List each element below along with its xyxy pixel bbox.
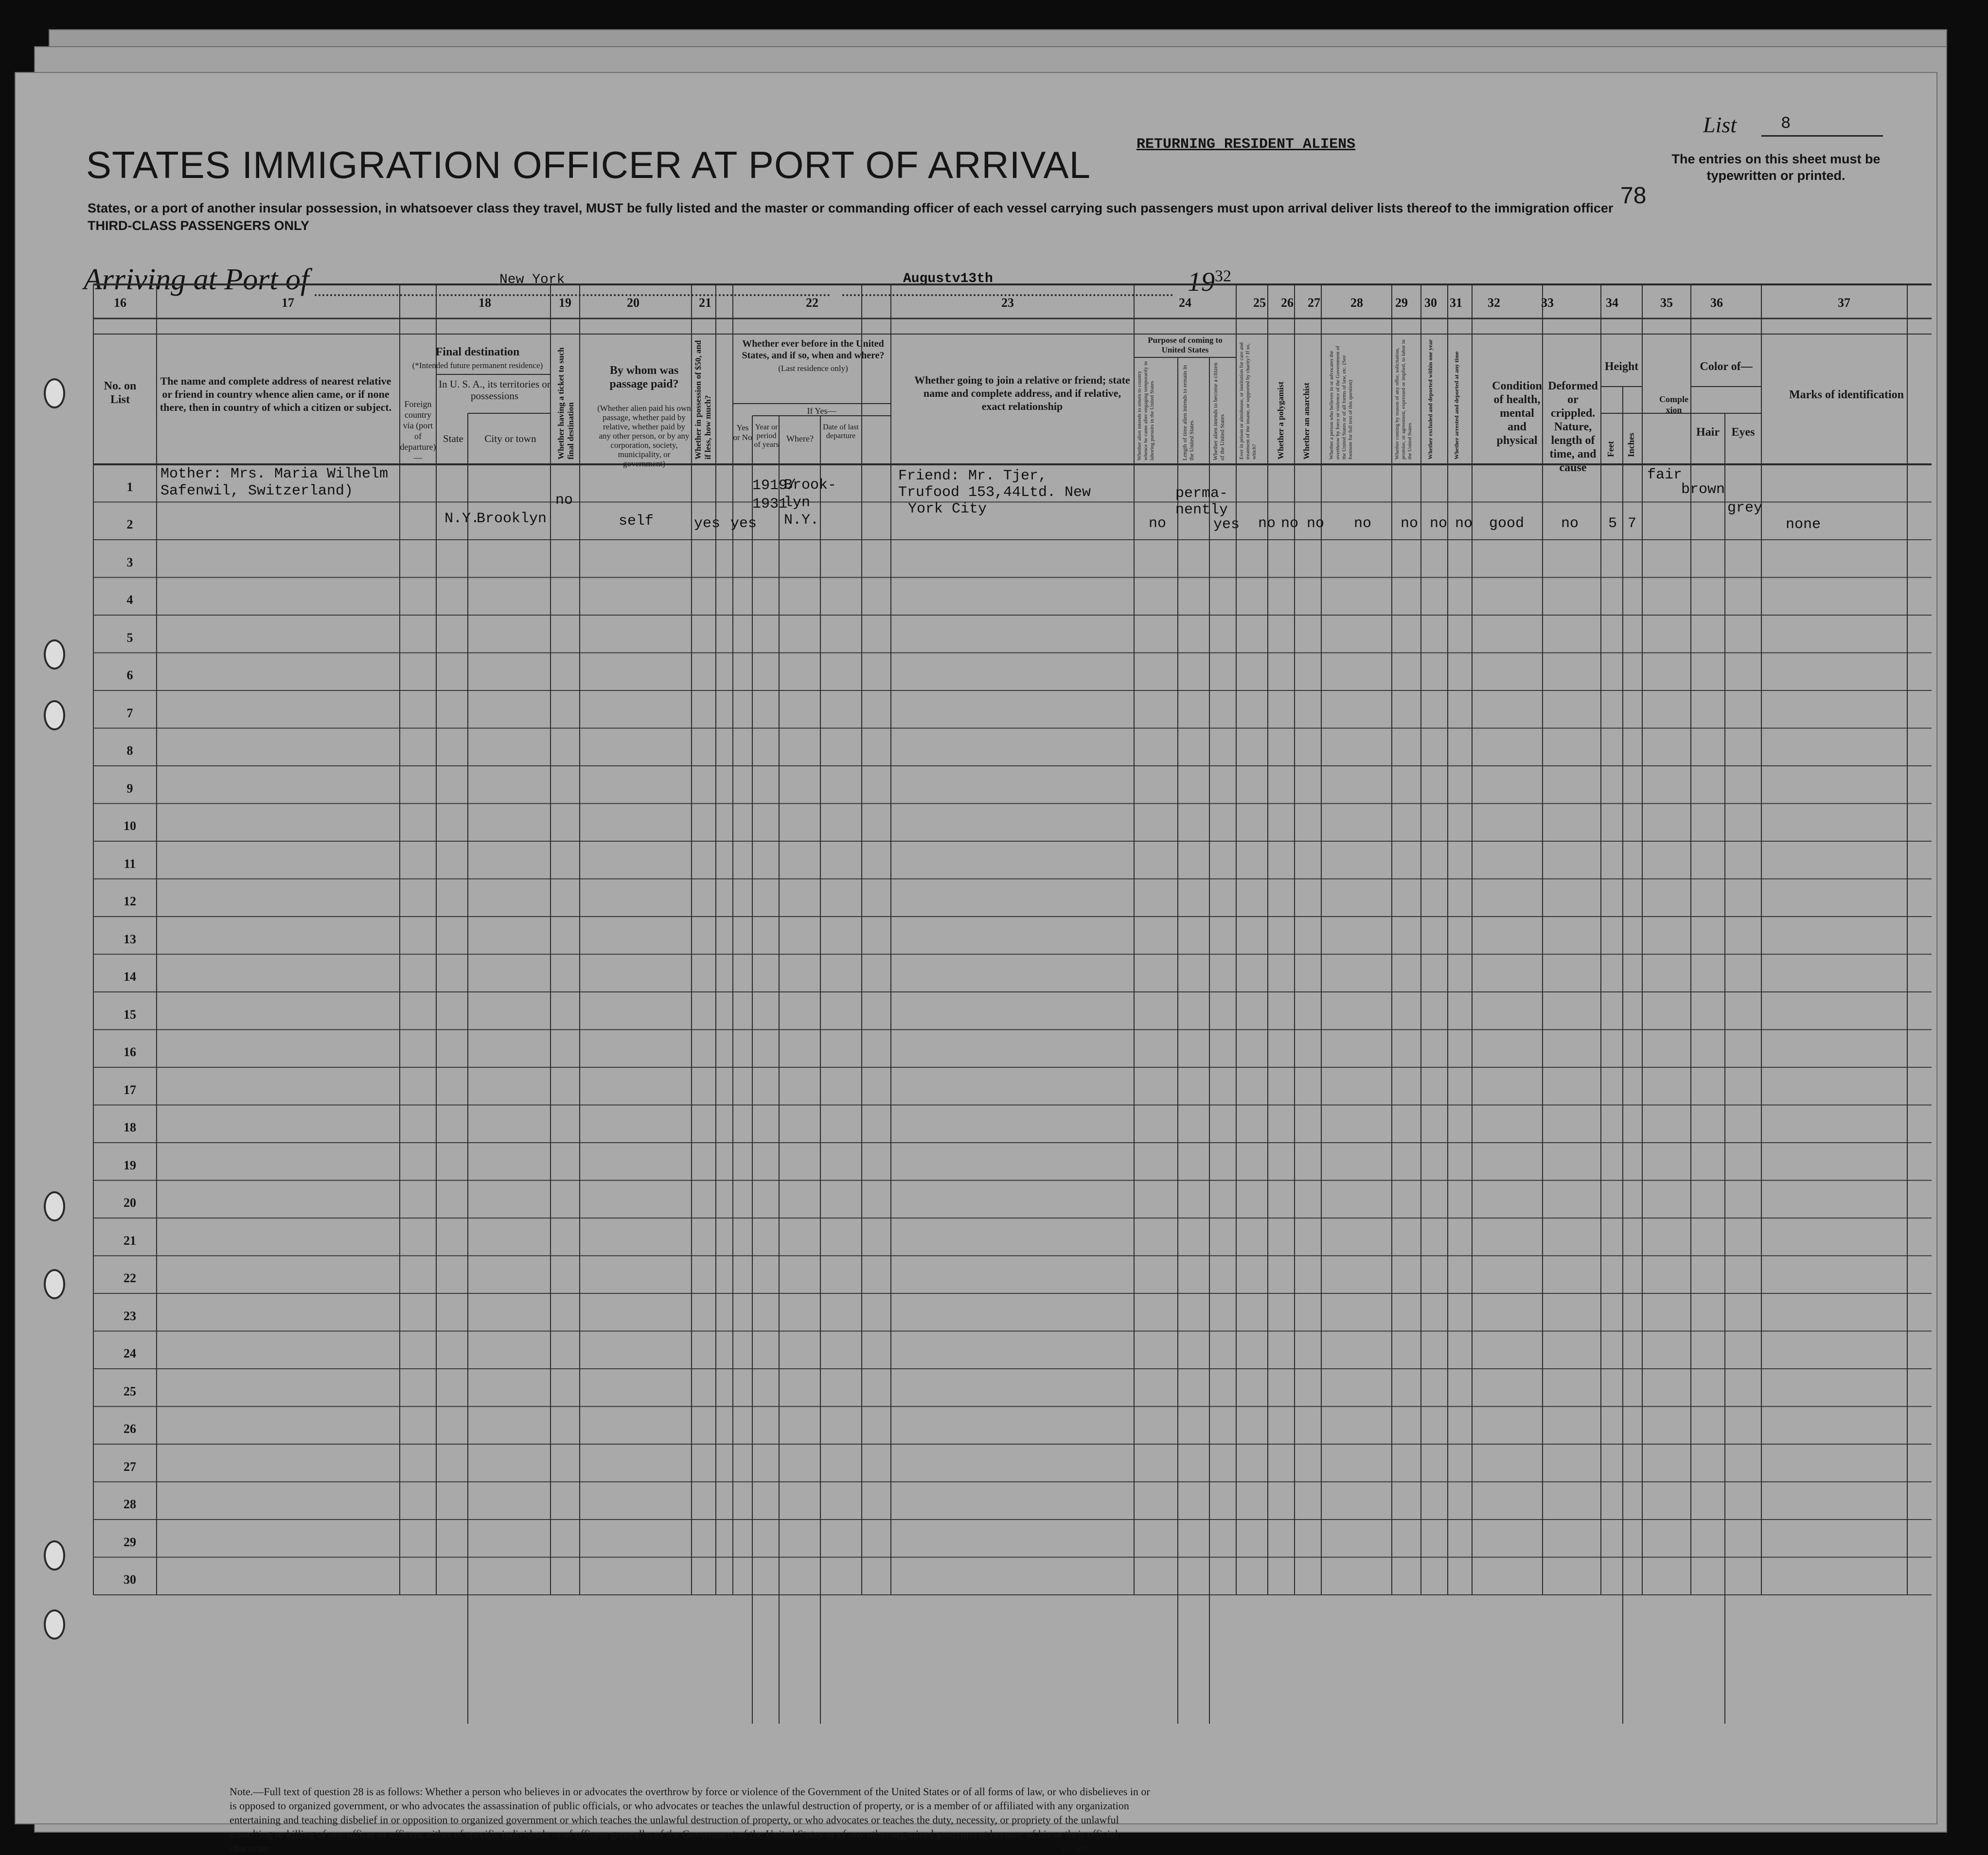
header-hair: Hair — [1696, 426, 1720, 439]
entry-years: 1919/ 1931 — [752, 477, 797, 512]
entry-feet: 5 — [1608, 515, 1617, 532]
table-grid — [16, 73, 1936, 1823]
header-overthrow: Whether a person who believes in or advocates the overthrow by force or violence of the Government of the United States or of all forms of law, etc. (See footnote for full text of this question) — [1329, 346, 1353, 459]
column-number: 29 — [1395, 296, 1408, 310]
row-number: 12 — [124, 894, 136, 908]
entry-city: Brooklyn — [477, 511, 547, 527]
header-join-relative: Whether going to join a relative or friend; state name and complete address, and if relative, exact relationship — [914, 374, 1130, 412]
entry-complexion: fair — [1647, 467, 1683, 483]
header-state: State — [443, 433, 463, 444]
row-number: 8 — [126, 743, 133, 758]
column-number: 17 — [282, 296, 294, 310]
header-ever-before: Whether ever before in the United States, and if so, when and where? — [742, 338, 885, 361]
header-excluded: Whether excluded and deported within one year — [1427, 339, 1434, 459]
entry-paid-by: self — [619, 513, 654, 530]
handwritten-number: 78 — [1620, 183, 1647, 209]
header-labor-offer: Whether coming by reason of any offer, solicitation, promise, or agreement, expressed or implied, to labor in the United States — [1394, 339, 1413, 459]
entry-state: N.Y. — [444, 511, 480, 527]
header-length-of-stay: Length of time alien intends to remain in the United States — [1181, 365, 1195, 460]
header-in-usa: In U. S. A., its territories or possessions — [439, 378, 550, 402]
manifest-sheet — [15, 72, 1937, 1854]
row-number: 15 — [124, 1007, 136, 1022]
entry-health: good — [1489, 515, 1525, 532]
entry-relative-line1: Mother: Mrs. Maria Wilhelm — [160, 466, 389, 482]
header-inches: Inches — [1626, 432, 1636, 457]
row-number: 18 — [124, 1120, 136, 1134]
list-number: 8 — [1781, 115, 1791, 133]
header-relative-address: The name and complete address of nearest relative or friend in country whence alien came, or if none there, then in country of which a citizen or subject. — [160, 375, 392, 413]
row-number: 16 — [124, 1045, 136, 1059]
entry-length-of-stay: perma- nently — [1175, 485, 1228, 518]
year-suffix: 32 — [1215, 267, 1231, 285]
returning-residents-stamp: RETURNING RESIDENT ALIENS — [1136, 136, 1356, 153]
header-fifty-dollars: Whether in possession of $50, and if less, how much? — [693, 340, 712, 459]
entry-excluded: no — [1430, 515, 1448, 532]
column-number: 19 — [559, 296, 571, 310]
header-last-residence: (Last residence only) — [778, 364, 848, 373]
column-number: 32 — [1488, 296, 1500, 310]
header-feet: Feet — [1606, 441, 1615, 457]
row-number: 25 — [124, 1384, 136, 1398]
row-number: 28 — [124, 1497, 136, 1511]
header-final-destination-note: (*Intended future permanent residence) — [412, 361, 543, 370]
header-prison: Ever in prison or almshouse, or institution for care and treatment of the insane, or supported by charity? If so, which? — [1239, 342, 1257, 459]
entry-prison: no — [1258, 515, 1276, 532]
entry-where: Brook- lyn N.Y. — [784, 477, 837, 529]
column-number: 31 — [1450, 296, 1462, 310]
entry-eyes: grey — [1727, 500, 1763, 516]
entry-before-in-us: yes — [730, 515, 757, 532]
row-number: 26 — [124, 1422, 136, 1436]
row-number: 2 — [126, 517, 133, 531]
entries-note: The entries on this sheet must be typewritten or printed. — [1671, 152, 1881, 183]
form-number: 14—430 — [1061, 1845, 1087, 1853]
header-complexion: Complexion — [1659, 394, 1688, 415]
column-number: 18 — [479, 296, 491, 310]
page-title: STATES IMMIGRATION OFFICER AT PORT OF ARRIVAL — [86, 143, 1091, 186]
entry-labor-offer: no — [1401, 515, 1419, 532]
header-if-yes: If Yes— — [807, 406, 836, 416]
row-number: 24 — [124, 1346, 136, 1360]
row-number: 13 — [124, 932, 136, 946]
row-number: 23 — [124, 1308, 136, 1323]
port-label: Arriving at Port of — [84, 263, 309, 296]
header-city: City or town — [484, 433, 536, 444]
entry-overthrow: no — [1354, 515, 1372, 532]
header-color-of: Color of— — [1700, 360, 1753, 373]
header-ticket: Whether having a ticket to such final destination — [556, 347, 575, 459]
row-number: 14 — [124, 970, 136, 984]
header-purpose: Purpose of coming to United States — [1148, 336, 1223, 354]
column-number: 33 — [1541, 296, 1554, 310]
row-number: 19 — [124, 1158, 136, 1172]
header-marks: Marks of identification — [1789, 389, 1904, 401]
header-passage-paid-note: (Whether alien paid his own passage, whether paid by relative, whether paid by any other person, or by any corporation, society, municipality, or government) — [597, 404, 691, 468]
header-intends-return: Whether alien intends to return to country whence he came after engaging temporarily in laboring pursuits in the United States — [1136, 361, 1155, 460]
header-final-destination: Final destination — [435, 346, 520, 358]
port-value: New York — [499, 272, 565, 287]
column-number: 16 — [114, 296, 126, 310]
header-intends-citizen: Whether alien intends to become a citizen of the United States — [1212, 362, 1225, 460]
entry-citizen-intent: yes — [1213, 516, 1240, 533]
entry-polygamist: no — [1281, 515, 1299, 532]
entry-ticket: no — [555, 492, 573, 509]
row-number: 29 — [124, 1535, 136, 1549]
header-passage-paid: By whom was passage paid? — [609, 364, 679, 390]
header-deformed: Deformed or crippled. Nature, length of time, and cause — [1548, 380, 1598, 474]
entry-deformed: no — [1561, 515, 1579, 532]
row-number: 6 — [126, 668, 133, 682]
row-number: 22 — [124, 1271, 136, 1285]
instructions-text: States, or a port of another insular possession, in whatsoever class they travel, MUST be fully listed and the master or commanding officer of each vessel carrying such passengers must upon arrival deliver lists thereof to the immigration officer — [88, 201, 1614, 215]
date-value: Augustv13th — [903, 271, 993, 286]
column-number: 28 — [1350, 296, 1363, 310]
footnote: Note.—Full text of question 28 is as follows: Whether a person who believes in or advocates the overthrow by force or violence of the Government of the United States or of all forms of law, or who disbelieves in or is opposed to organized government, or who advocates the assassination of public officials, or who advocates or teaches the unlawful destruction of property, or is a member of or affiliated with any organization entertaining and teaching disbelief in or opposition to organized government or which teaches the unlawful destruction of property, or who advocates or teaches the duty, necessity, or propriety of the unlawful assaulting or killing of any officer or officers, either of specific individuals or of officers generally, of the Government of the United States or of any other organized government because of his or their official character. — [230, 1785, 1150, 1854]
entry-return-intent: no — [1149, 515, 1167, 532]
row-number: 10 — [124, 819, 136, 833]
column-number: 25 — [1253, 296, 1266, 310]
header-health: Condition of health, mental and physical — [1492, 380, 1542, 447]
column-number: 34 — [1606, 296, 1618, 310]
entry-relative-line2: Safenwil, Switzerland) — [160, 483, 354, 499]
header-foreign-country: Foreign country via (port of departure)— — [400, 399, 436, 462]
header-height: Height — [1604, 360, 1639, 373]
header-no-on-list: No. on List — [104, 380, 137, 406]
header-eyes: Eyes — [1731, 426, 1755, 439]
entry-anarchist: no — [1307, 515, 1325, 532]
year-prefix: 19 — [1188, 267, 1215, 297]
header-anarchist: Whether an anarchist — [1302, 382, 1311, 459]
row-number: 9 — [126, 781, 133, 795]
column-number: 23 — [1001, 296, 1014, 310]
entry-has-fifty: yes — [694, 515, 721, 532]
row-number: 7 — [126, 706, 133, 720]
header-yes-or-no: Yes or No — [733, 423, 752, 442]
entry-join-line1: Friend: Mr. Tjer, — [898, 468, 1047, 484]
column-number: 26 — [1281, 296, 1294, 310]
header-deported: Whether arrested and deported at any time — [1453, 351, 1460, 459]
header-last-departure: Date of last departure — [823, 423, 859, 440]
entry-inches: 7 — [1628, 515, 1637, 532]
row-number: 11 — [124, 856, 136, 871]
column-number: 21 — [699, 296, 711, 310]
row-number: 4 — [126, 593, 133, 607]
entry-deported: no — [1455, 515, 1473, 532]
row-number: 5 — [126, 630, 133, 645]
row-number: 3 — [126, 555, 133, 569]
column-number: 30 — [1424, 296, 1437, 310]
entry-hair: brown — [1681, 481, 1725, 498]
entry-join-line2: Trufood 153,44Ltd. New — [898, 484, 1091, 501]
row-number: 27 — [124, 1459, 136, 1474]
column-number: 24 — [1179, 296, 1191, 310]
entry-join-line3: York City — [908, 501, 987, 517]
column-number: 22 — [806, 296, 818, 310]
row-number: 30 — [124, 1572, 136, 1587]
header-polygamist: Whether a polygamist — [1276, 381, 1285, 459]
row-number: 17 — [124, 1082, 136, 1097]
row-number: 20 — [124, 1196, 136, 1210]
column-number: 20 — [627, 296, 639, 310]
column-number: 27 — [1308, 296, 1320, 310]
header-where: Where? — [786, 434, 814, 443]
class-line: THIRD-CLASS PASSENGERS ONLY — [88, 218, 310, 233]
entry-marks: none — [1786, 516, 1821, 533]
row-number: 21 — [124, 1233, 136, 1248]
list-label: List — [1703, 112, 1737, 137]
row-number: 1 — [126, 479, 133, 494]
column-number: 35 — [1660, 296, 1673, 310]
column-number: 36 — [1710, 296, 1723, 310]
header-year: Year or period of years — [754, 423, 779, 449]
column-number: 37 — [1838, 296, 1850, 310]
